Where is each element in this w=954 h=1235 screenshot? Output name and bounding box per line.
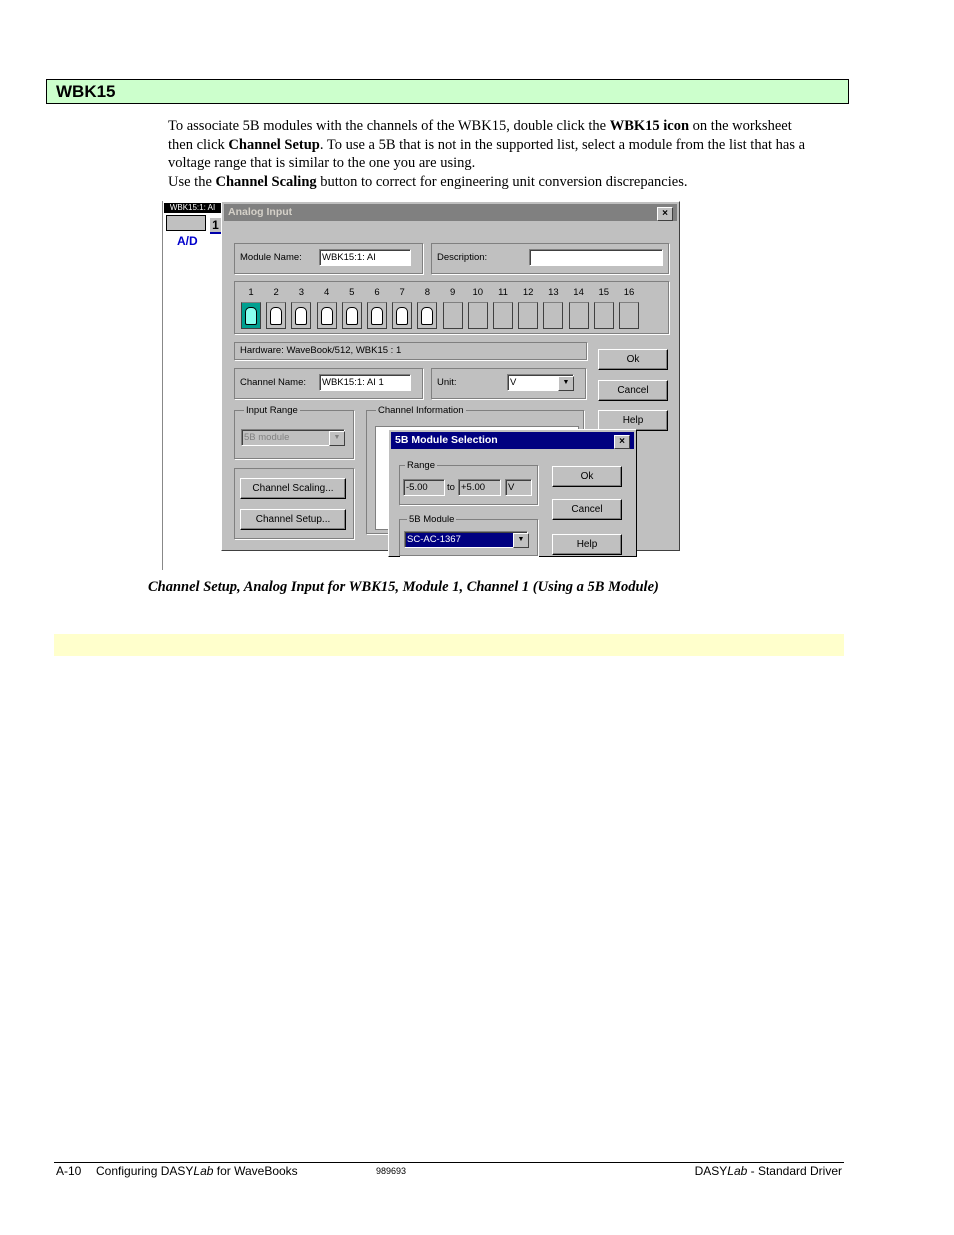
help-button[interactable]: Help	[598, 410, 668, 431]
channel-setup-button[interactable]: Channel Setup...	[240, 509, 346, 530]
channel-number-label: 10	[472, 287, 484, 298]
channel-number-label: 8	[424, 287, 431, 298]
5b-module-select[interactable]: SC-AC-1367	[404, 531, 528, 548]
unit-select[interactable]: V	[507, 374, 574, 391]
channel-number-label: 7	[399, 287, 405, 298]
channel-number-label: 2	[273, 287, 279, 298]
ad-label: A/D	[177, 234, 198, 248]
wbk15-module-icon[interactable]	[166, 215, 206, 231]
range-label: Range	[407, 460, 435, 471]
footer-right-title: DASYLab - Standard Driver	[694, 1164, 842, 1178]
channel-module-slot[interactable]	[241, 302, 261, 329]
ok-button[interactable]: Ok	[598, 349, 668, 370]
range-unit-field: V	[505, 479, 532, 496]
channel-module-slot[interactable]	[417, 302, 437, 329]
channel-empty-slot[interactable]	[619, 302, 639, 329]
channel-module-slot[interactable]	[342, 302, 362, 329]
figure-caption: Channel Setup, Analog Input for WBK15, Module 1, Channel 1 (Using a 5B Module)	[148, 579, 659, 595]
channel-empty-slot[interactable]	[468, 302, 488, 329]
footer-rule	[54, 1162, 844, 1163]
channel-number-label: 16	[623, 287, 635, 298]
channel-number-label: 9	[449, 287, 456, 298]
cancel-button[interactable]: Cancel	[552, 499, 622, 520]
chevron-down-icon: ▼	[329, 431, 345, 446]
input-range-label: Input Range	[246, 405, 298, 416]
section-title: WBK15	[56, 82, 116, 101]
channel-number-label: 5	[349, 287, 355, 298]
footer-doc-number: 989693	[376, 1166, 407, 1176]
chevron-down-icon[interactable]: ▼	[513, 533, 529, 548]
channel-number-label: 11	[498, 287, 508, 298]
channel-information-label: Channel Information	[378, 405, 464, 416]
unit-label: Unit:	[437, 377, 457, 388]
close-icon[interactable]: ×	[614, 435, 630, 449]
channel-module-slot[interactable]	[291, 302, 311, 329]
intro-paragraph-1: To associate 5B modules with the channels of the WBK15, double click the WBK15 icon on the worksheet then click Channel Setup. To use a 5B that is not in the supported list, select a module from the list that has a voltage range that is similar to the one you are using.	[168, 118, 806, 171]
channel-scaling-button[interactable]: Channel Scaling...	[240, 478, 346, 499]
channel-number-label: 1	[248, 287, 254, 298]
worksheet-module-label: WBK15:1: AI	[164, 203, 221, 213]
hardware-text: Hardware: WaveBook/512, WBK15 : 1	[240, 345, 402, 356]
channel-module-slot[interactable]	[317, 302, 337, 329]
channel-number-label: 13	[548, 287, 559, 298]
channel-number-label: 4	[323, 287, 330, 298]
range-to-word: to	[447, 482, 455, 493]
worksheet-panel	[162, 201, 223, 570]
module-name-input[interactable]: WBK15:1: AI	[319, 249, 411, 266]
channel-empty-slot[interactable]	[543, 302, 563, 329]
highlight-bar	[54, 634, 844, 656]
channel-name-label: Channel Name:	[240, 377, 307, 388]
chevron-down-icon[interactable]: ▼	[558, 376, 574, 391]
worksheet-number: 1	[210, 218, 221, 234]
module-selection-title: 5B Module Selection	[395, 434, 498, 446]
description-input[interactable]	[529, 249, 663, 266]
intro-text	[168, 117, 808, 191]
channel-number-label: 15	[598, 287, 610, 298]
analog-input-title: Analog Input	[228, 206, 293, 218]
channel-module-slot[interactable]	[392, 302, 412, 329]
channel-module-slot[interactable]	[266, 302, 286, 329]
module-name-label: Module Name:	[240, 252, 302, 263]
description-label: Description:	[437, 252, 488, 263]
channel-empty-slot[interactable]	[493, 302, 513, 329]
close-icon[interactable]: ×	[657, 207, 673, 221]
range-to-field: +5.00	[458, 479, 501, 496]
channel-empty-slot[interactable]	[569, 302, 589, 329]
channel-empty-slot[interactable]	[443, 302, 463, 329]
section-heading	[46, 79, 849, 104]
5b-module-label: 5B Module	[409, 514, 455, 525]
channel-empty-slot[interactable]	[594, 302, 614, 329]
analog-input-titlebar	[224, 204, 677, 221]
footer-left-title: Configuring DASYLab for WaveBooks	[96, 1164, 298, 1178]
module-selection-dialog	[388, 429, 637, 557]
channel-empty-slot[interactable]	[518, 302, 538, 329]
channel-number-label: 6	[374, 287, 380, 298]
screenshot-figure	[162, 201, 680, 570]
channel-number-label: 14	[573, 287, 584, 298]
footer-page-number: A-10	[56, 1164, 82, 1178]
channel-number-label: 3	[298, 287, 305, 298]
cancel-button[interactable]: Cancel	[598, 380, 668, 401]
input-range-select[interactable]: 5B module	[241, 429, 345, 446]
module-selection-titlebar	[391, 432, 634, 449]
channel-number-label: 12	[522, 287, 534, 298]
intro-paragraph-2: Use the Channel Scaling button to correct for engineering unit conversion discrepancies.	[168, 173, 688, 190]
channel-name-input[interactable]: WBK15:1: AI 1	[319, 374, 411, 391]
ok-button[interactable]: Ok	[552, 466, 622, 487]
help-button[interactable]: Help	[552, 534, 622, 555]
channel-module-slot[interactable]	[367, 302, 387, 329]
range-from-field: -5.00	[403, 479, 445, 496]
